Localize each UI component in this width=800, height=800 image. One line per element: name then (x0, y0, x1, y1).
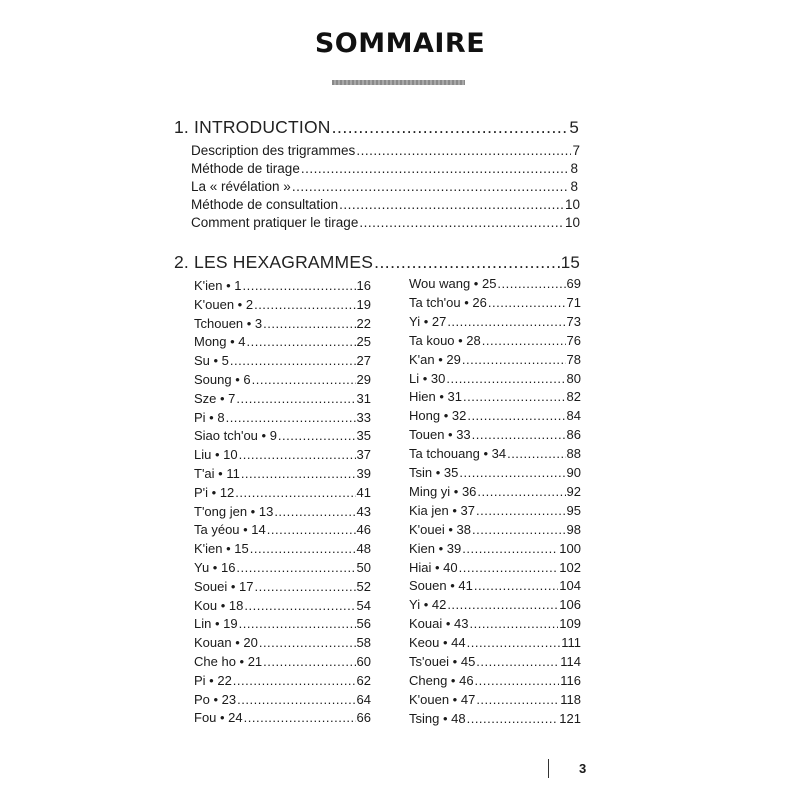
toc-item-label: Comment pratiquer le tirage (191, 215, 359, 230)
toc-page-number: 27 (356, 353, 371, 369)
toc-entry-label: T'ai • 11 (194, 466, 240, 481)
toc-entry-label: Ta tch'ou • 26 (409, 294, 487, 310)
toc-leader-dots (263, 316, 355, 331)
toc-item[interactable] (191, 143, 580, 158)
toc-hexagram-entry[interactable] (409, 333, 581, 348)
toc-entry-label: Hong • 32 (409, 408, 467, 424)
toc-hexagram-entry[interactable] (409, 427, 581, 442)
toc-hexagram-entry[interactable] (409, 522, 581, 537)
toc-leader-dots (263, 654, 355, 669)
toc-page-number: 39 (356, 466, 371, 481)
toc-leader-dots (467, 635, 561, 650)
toc-entry-label: Hien • 31 (409, 389, 462, 405)
toc-leader-dots (254, 297, 355, 312)
toc-page-number: 46 (356, 522, 371, 538)
toc-leader-dots (482, 333, 566, 348)
toc-page-number: 73 (566, 313, 581, 329)
toc-hexagram-entry[interactable] (409, 276, 581, 291)
toc-entry-label: Kouai • 43 (409, 616, 469, 632)
toc-leader-dots (488, 295, 566, 310)
toc-page-number: 114 (560, 654, 581, 669)
toc-entry-label: K'ien • 15 (194, 541, 249, 557)
toc-leader-dots (278, 428, 356, 443)
toc-page-number: 10 (564, 197, 580, 212)
toc-page-number: 52 (356, 578, 371, 594)
toc-page-number: 90 (566, 465, 581, 480)
page-number: 3 (579, 761, 587, 776)
toc-leader-dots (472, 522, 566, 537)
toc-hexagram-entry[interactable] (409, 465, 581, 480)
toc-leader-dots (467, 408, 565, 423)
toc-leader-dots (274, 504, 355, 519)
toc-leader-dots (475, 673, 560, 688)
toc-hexagram-entry[interactable] (194, 616, 371, 631)
toc-leader-dots (226, 410, 356, 425)
toc-page-number: 15 (560, 253, 580, 272)
toc-leader-dots (462, 541, 558, 556)
toc-hexagram-entry[interactable] (409, 371, 581, 386)
toc-leader-dots (477, 484, 565, 499)
toc-page-number: 35 (356, 428, 371, 444)
toc-page-number: 84 (566, 408, 581, 424)
toc-leader-dots (359, 215, 564, 230)
toc-hexagram-entry[interactable] (194, 485, 371, 500)
toc-hexagram-entry[interactable] (409, 352, 581, 367)
toc-leader-dots (247, 334, 356, 349)
toc-chapter-label: 2. LES HEXAGRAMMES (174, 252, 374, 272)
toc-leader-dots (252, 372, 356, 387)
toc-page-number: 102 (559, 559, 581, 575)
toc-hexagram-entry[interactable] (194, 635, 371, 650)
toc-entry-label: Ta yéou • 14 (194, 522, 266, 538)
toc-entry-label: Tchouen • 3 (194, 315, 263, 331)
toc-hexagram-entry[interactable] (409, 597, 581, 612)
toc-hexagram-entry[interactable] (194, 372, 371, 387)
toc-leader-dots (497, 276, 565, 291)
toc-entry-label: T'ong jen • 13 (194, 503, 274, 519)
toc-page-number: 25 (356, 334, 371, 350)
toc-page-number: 50 (356, 560, 371, 575)
toc-page-number: 98 (566, 521, 581, 537)
toc-page-number: 48 (356, 541, 371, 557)
toc-hexagram-entry[interactable] (409, 484, 581, 499)
toc-entry-label: Soung • 6 (194, 372, 251, 387)
toc-entry-label: Touen • 33 (409, 427, 471, 443)
toc-page-number: 76 (566, 332, 581, 348)
toc-entry-label: Souei • 17 (194, 578, 254, 594)
toc-chapter-label: 1. INTRODUCTION (174, 117, 331, 137)
toc-page-number: 41 (356, 484, 371, 500)
toc-page-number: 58 (356, 635, 371, 651)
toc-entry-label: Ts'ouei • 45 (409, 654, 476, 669)
toc-leader-dots (244, 710, 356, 725)
toc-page-number: 66 (356, 710, 371, 726)
toc-leader-dots (236, 560, 355, 575)
toc-page-number: 19 (356, 296, 371, 312)
toc-page-number: 54 (356, 597, 371, 613)
page-number-separator (548, 759, 549, 778)
toc-leader-dots (463, 389, 566, 404)
toc-hexagram-entry[interactable] (194, 353, 371, 368)
toc-leader-dots (446, 371, 565, 386)
toc-hexagram-entry[interactable] (194, 504, 371, 519)
toc-leader-dots (254, 579, 355, 594)
toc-entry-label: K'ouen • 47 (409, 691, 476, 707)
toc-page-number: 29 (356, 372, 371, 387)
toc-page-number: 111 (561, 635, 581, 651)
toc-entry-label: Lin • 19 (194, 616, 238, 632)
toc-page-number: 8 (570, 179, 578, 194)
toc-leader-dots (243, 278, 356, 293)
toc-page-number: 104 (559, 578, 581, 594)
toc-entry-label: K'ouen • 2 (194, 296, 254, 312)
toc-item[interactable] (191, 215, 580, 230)
toc-entry-label: Cheng • 46 (409, 672, 474, 688)
toc-entry-label: Kien • 39 (409, 540, 462, 556)
toc-leader-dots (259, 635, 356, 650)
toc-hexagram-entry[interactable] (409, 541, 581, 556)
toc-hexagram-entry[interactable] (194, 297, 371, 312)
toc-page-number: 121 (559, 710, 581, 726)
toc-hexagram-entry[interactable] (194, 428, 371, 443)
toc-hexagram-entry[interactable] (409, 673, 581, 688)
toc-leader-dots (292, 179, 570, 194)
toc-page-number: 86 (566, 427, 581, 443)
toc-page-number: 62 (356, 672, 371, 688)
toc-hexagram-entry[interactable] (194, 316, 371, 331)
toc-page-number: 10 (564, 215, 580, 230)
toc-leader-dots (244, 598, 355, 613)
toc-entry-label: Hiai • 40 (409, 559, 458, 575)
toc-entry-label: Yi • 42 (409, 597, 447, 613)
toc-page-number: 78 (566, 351, 581, 367)
toc-entry-label: Souen • 41 (409, 578, 473, 594)
toc-page-number: 31 (356, 390, 371, 406)
toc-leader-dots (447, 314, 565, 329)
toc-hexagram-entry[interactable] (194, 522, 371, 537)
toc-hexagram-entry[interactable] (194, 466, 371, 481)
toc-page-number: 88 (566, 446, 581, 462)
toc-hexagram-entry[interactable] (194, 560, 371, 575)
toc-page-number: 100 (559, 540, 581, 556)
toc-entry-label: Yu • 16 (194, 560, 236, 575)
toc-hexagram-entry[interactable] (194, 579, 371, 594)
toc-page-number: 37 (356, 447, 371, 463)
toc-page-number: 16 (356, 278, 371, 293)
toc-hexagram-entry[interactable] (194, 598, 371, 613)
toc-page-number: 5 (569, 118, 579, 137)
toc-entry-label: Pi • 22 (194, 672, 232, 688)
toc-page-number: 95 (566, 502, 581, 518)
toc-leader-dots (237, 692, 355, 707)
toc-page-number: 56 (356, 616, 371, 632)
toc-entry-label: Che ho • 21 (194, 654, 263, 669)
toc-leader-dots (476, 692, 559, 707)
toc-page-number: 60 (356, 654, 371, 669)
toc-page-number: 69 (566, 276, 581, 291)
toc-leader-dots (447, 597, 558, 612)
toc-leader-dots (459, 465, 565, 480)
toc-page-number: 80 (566, 370, 581, 386)
toc-hexagram-entry[interactable] (409, 314, 581, 329)
toc-hexagram-entry[interactable] (409, 654, 581, 669)
toc-leader-dots (467, 711, 559, 726)
toc-leader-dots (239, 616, 356, 631)
toc-entry-label: Su • 5 (194, 353, 229, 369)
toc-leader-dots (235, 485, 355, 500)
toc-entry-label: Tsing • 48 (409, 710, 466, 726)
toc-leader-dots (474, 578, 558, 593)
toc-entry-label: P'i • 12 (194, 484, 235, 500)
toc-chapter-hexagrammes[interactable] (174, 252, 580, 273)
toc-leader-dots (332, 117, 569, 138)
toc-leader-dots (241, 466, 356, 481)
toc-entry-label: Kia jen • 37 (409, 502, 475, 518)
toc-leader-dots (230, 353, 356, 368)
toc-page-number: 7 (572, 143, 580, 158)
toc-hexagram-entry[interactable] (194, 541, 371, 556)
toc-hexagram-entry[interactable] (194, 710, 371, 725)
toc-entry-label: Kou • 18 (194, 597, 244, 613)
toc-item-label: Méthode de tirage (191, 161, 300, 176)
toc-leader-dots (301, 161, 570, 176)
toc-entry-label: Po • 23 (194, 691, 237, 707)
toc-hexagram-entry[interactable] (194, 278, 371, 293)
toc-item[interactable] (191, 197, 580, 212)
toc-hexagram-entry[interactable] (194, 447, 371, 462)
toc-hexagram-entry[interactable] (409, 692, 581, 707)
toc-leader-dots (472, 427, 566, 442)
title-underline-bar (332, 80, 465, 85)
toc-entry-label: Siao tch'ou • 9 (194, 428, 277, 444)
toc-leader-dots (239, 447, 356, 462)
toc-page-number: 43 (356, 503, 371, 519)
toc-hexagram-entry[interactable] (409, 446, 581, 461)
toc-page-number: 109 (559, 616, 581, 632)
toc-hexagram-entry[interactable] (194, 654, 371, 669)
toc-hexagram-entry[interactable] (409, 295, 581, 310)
toc-hexagram-entry[interactable] (194, 410, 371, 425)
toc-entry-label: Tsin • 35 (409, 465, 459, 480)
toc-entry-label: Ta kouo • 28 (409, 332, 481, 348)
toc-entry-label: K'an • 29 (409, 351, 461, 367)
toc-entry-label: Li • 30 (409, 370, 446, 386)
toc-hexagram-entry[interactable] (409, 560, 581, 575)
toc-page-number: 22 (356, 315, 371, 331)
page-title: SOMMAIRE (314, 28, 486, 59)
toc-hexagram-entry[interactable] (409, 408, 581, 423)
toc-item-label: La « révélation » (191, 179, 291, 194)
toc-entry-label: Sze • 7 (194, 390, 236, 406)
toc-leader-dots (459, 560, 559, 575)
toc-entry-label: Fou • 24 (194, 710, 243, 726)
toc-item[interactable] (191, 179, 578, 194)
toc-leader-dots (507, 446, 565, 461)
toc-leader-dots (233, 673, 356, 688)
toc-page-number: 33 (356, 409, 371, 425)
toc-leader-dots (462, 352, 566, 367)
toc-entry-label: Ta tchouang • 34 (409, 446, 507, 462)
toc-hexagram-entry[interactable] (409, 503, 581, 518)
toc-page-number: 116 (560, 672, 581, 688)
toc-hexagram-entry[interactable] (409, 635, 581, 650)
toc-leader-dots (476, 503, 566, 518)
toc-leader-dots (476, 654, 559, 669)
toc-entry-label: K'ien • 1 (194, 278, 242, 293)
toc-hexagram-entry[interactable] (409, 578, 581, 593)
toc-leader-dots (236, 391, 355, 406)
toc-leader-dots (356, 143, 571, 158)
toc-page-number: 82 (566, 389, 581, 405)
toc-entry-label: Keou • 44 (409, 635, 466, 651)
toc-page-number: 118 (560, 691, 581, 707)
toc-leader-dots (250, 541, 356, 556)
toc-leader-dots (374, 252, 560, 273)
toc-entry-label: K'ouei • 38 (409, 521, 471, 537)
toc-entry-label: Yi • 27 (409, 313, 447, 329)
toc-chapter-introduction[interactable] (174, 117, 579, 138)
toc-hexagram-entry[interactable] (194, 673, 371, 688)
toc-leader-dots (267, 522, 356, 537)
toc-page-number: 8 (570, 161, 578, 176)
toc-leader-dots (469, 616, 558, 631)
toc-page-number: 64 (356, 691, 371, 707)
toc-hexagram-entry[interactable] (409, 389, 581, 404)
toc-hexagram-entry[interactable] (194, 334, 371, 349)
toc-hexagram-entry[interactable] (194, 692, 371, 707)
toc-hexagram-entry[interactable] (409, 711, 581, 726)
toc-entry-label: Wou wang • 25 (409, 276, 497, 291)
toc-hexagram-entry[interactable] (409, 616, 581, 631)
toc-entry-label: Pi • 8 (194, 409, 225, 425)
toc-entry-label: Kouan • 20 (194, 635, 258, 651)
toc-entry-label: Liu • 10 (194, 447, 238, 463)
toc-leader-dots (339, 197, 564, 212)
toc-hexagram-entry[interactable] (194, 391, 371, 406)
toc-page-number: 106 (559, 597, 581, 613)
toc-item-label: Méthode de consultation (191, 197, 339, 212)
toc-entry-label: Ming yi • 36 (409, 483, 477, 499)
toc-entry-label: Mong • 4 (194, 334, 246, 350)
toc-page-number: 92 (566, 483, 581, 499)
toc-item-label: Description des trigrammes (191, 143, 356, 158)
toc-item[interactable] (191, 161, 578, 176)
toc-page-number: 71 (566, 294, 581, 310)
